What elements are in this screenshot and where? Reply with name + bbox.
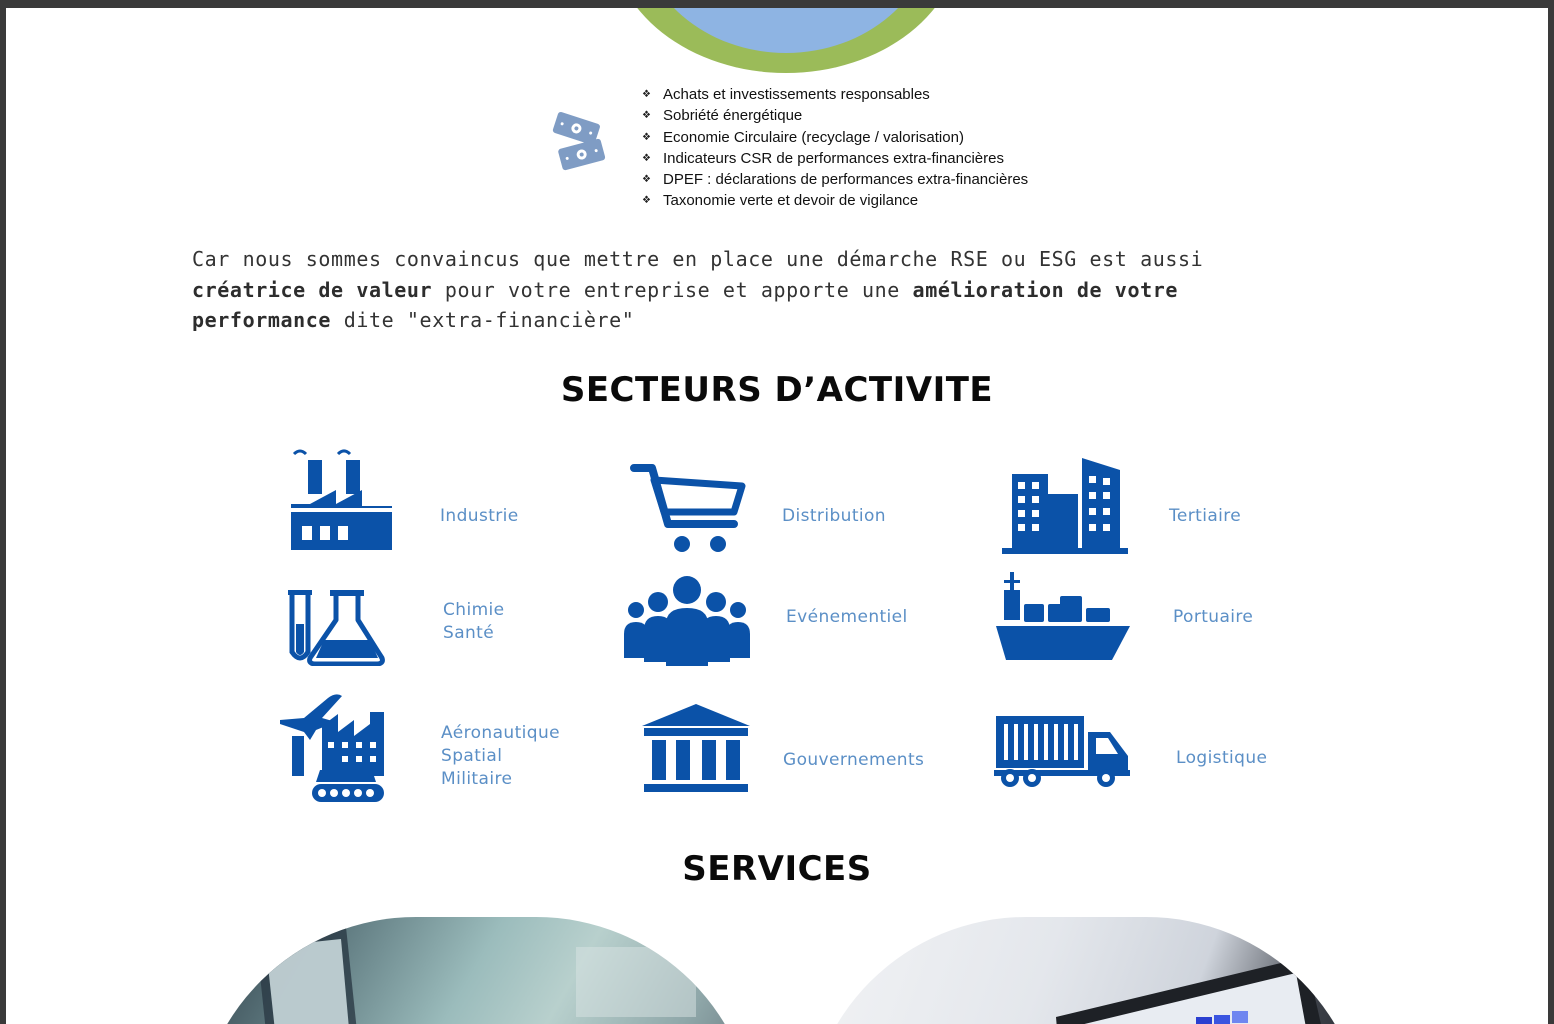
sector-label-chimie-sante: Chimie Santé [443, 600, 505, 643]
page [6, 8, 1548, 1024]
laptop-photo [196, 917, 756, 1024]
service-card-image-right[interactable] [806, 917, 1366, 1024]
cargo-ship-icon [994, 570, 1130, 660]
bullet-item: ❖ Indicateurs CSR de performances extra-financières [642, 148, 1028, 169]
lab-flask-icon [286, 588, 386, 666]
bullet-item: ❖ Taxonomie verte et devoir de vigilance [642, 190, 1028, 211]
crowd-icon [622, 574, 752, 666]
sector-label-logistique: Logistique [1176, 748, 1268, 768]
truck-icon [992, 714, 1132, 788]
sector-label-gouvernements: Gouvernements [783, 750, 925, 770]
bullet-item: ❖ Sobriété énergétique [642, 105, 1028, 126]
shopping-cart-icon [630, 462, 750, 554]
sector-label-evenementiel: Evénementiel [786, 607, 908, 627]
intro-text-1: Car nous sommes convaincus que mettre en place une démarche RSE ou ESG est aussi [192, 247, 1204, 271]
service-card-image-left[interactable] [196, 917, 756, 1024]
bullet-item: ❖ DPEF : déclarations de performances extra-financières [642, 169, 1028, 190]
csr-bullet-list [642, 84, 1028, 212]
services-heading: SERVICES [682, 849, 872, 889]
plane-tank-icon [276, 692, 392, 804]
intro-bold-2: amélioration de votre performance [192, 277, 1179, 332]
sector-label-tertiaire: Tertiaire [1169, 506, 1242, 526]
bullet-item: ❖ Economie Circulaire (recyclage / valorisation) [642, 127, 1028, 148]
sector-label-portuaire: Portuaire [1173, 607, 1254, 627]
sectors-heading: SECTEURS D’ACTIVITE [560, 370, 994, 410]
sector-label-aeronautique: Aéronautique Spatial Militaire [441, 723, 560, 789]
money-bills-icon [546, 108, 610, 178]
office-buildings-icon [1002, 454, 1128, 554]
factory-icon [286, 448, 396, 552]
government-building-icon [638, 702, 754, 794]
intro-text-3: dite "extra-financière" [331, 308, 635, 332]
sector-label-industrie: Industrie [440, 506, 519, 526]
intro-paragraph [192, 244, 1302, 336]
intro-text-2: pour votre entreprise et apporte une [432, 277, 913, 302]
esg-circle-inner [639, 8, 933, 53]
monitor-photo [806, 917, 1366, 1024]
esg-circle-graphic [611, 8, 961, 73]
bullet-item: ❖ Achats et investissements responsables [642, 84, 1028, 105]
intro-bold-1: créatrice de valeur [192, 277, 433, 302]
sector-label-distribution: Distribution [782, 506, 886, 526]
